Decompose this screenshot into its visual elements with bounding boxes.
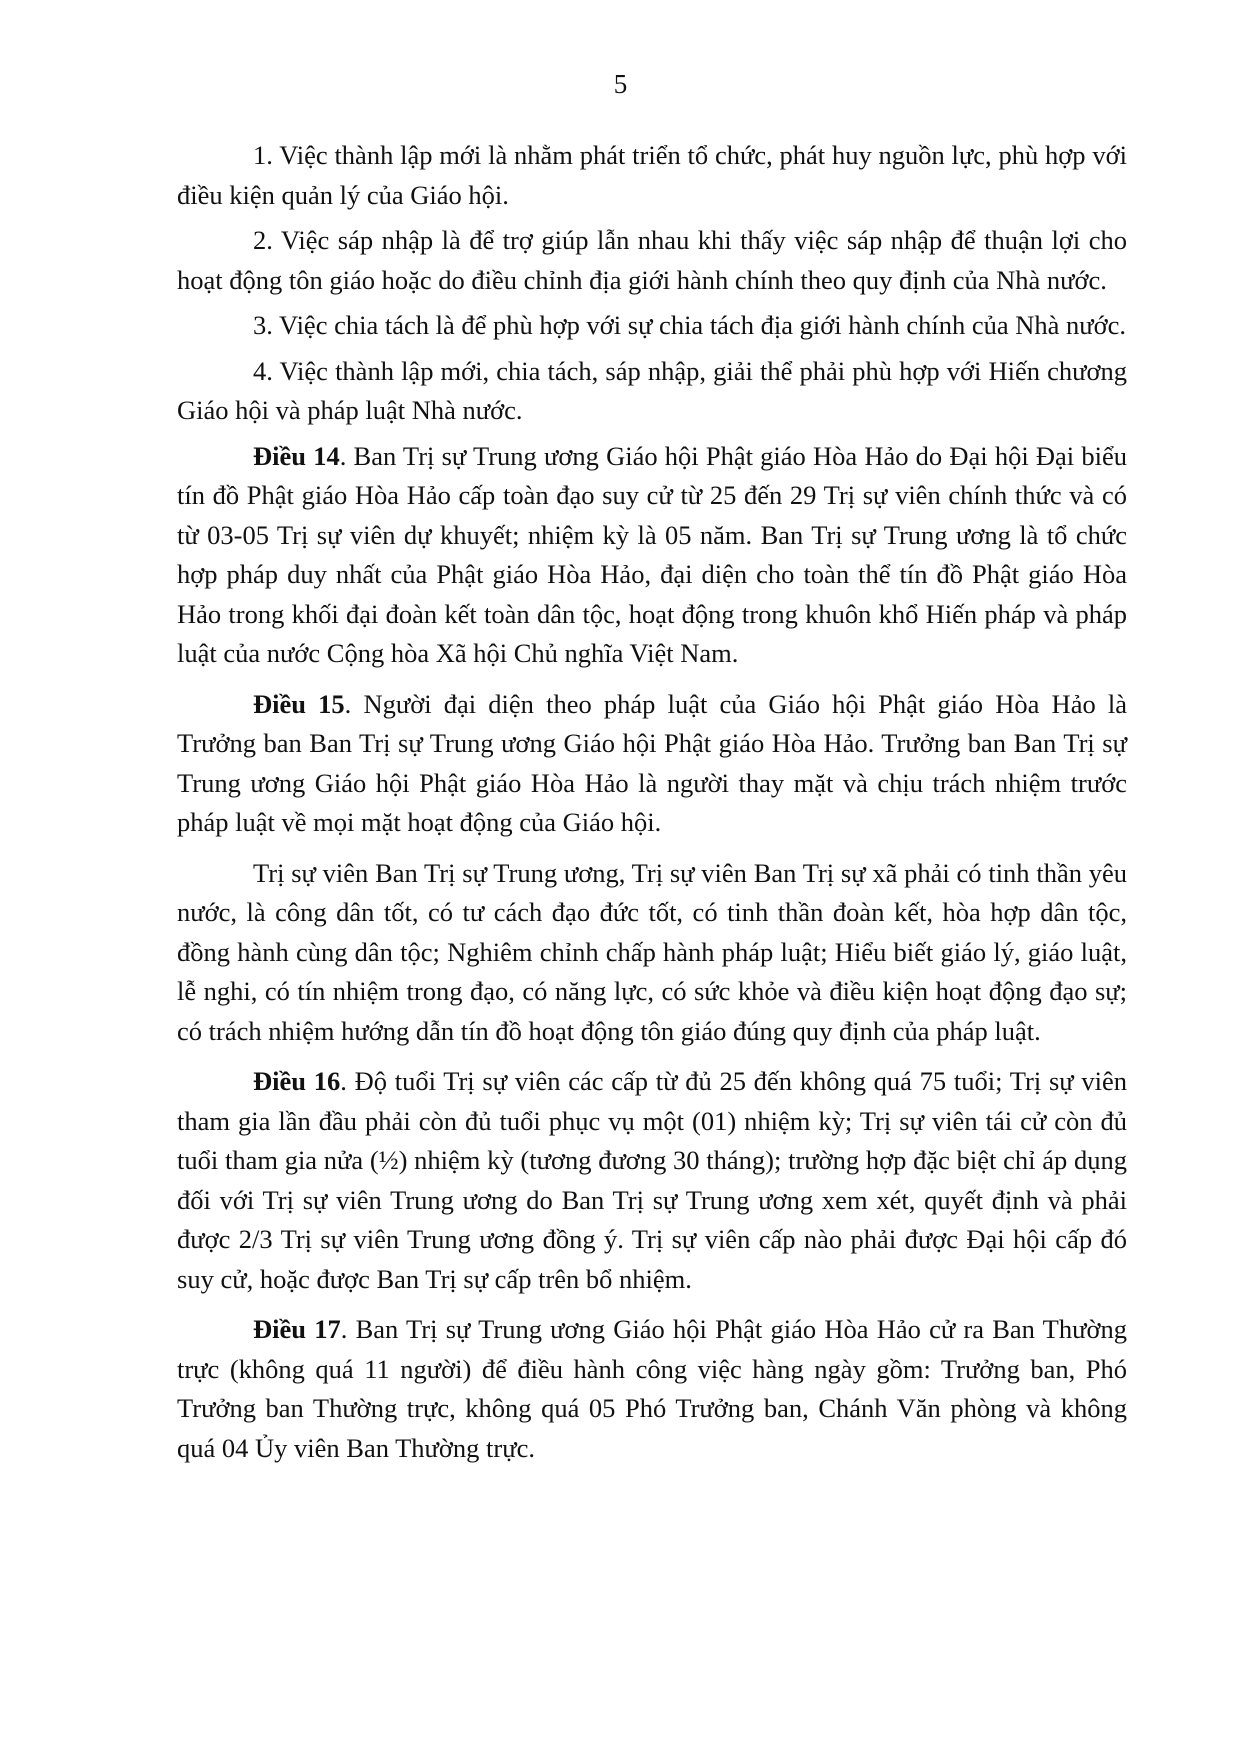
article-label: Điều 16 xyxy=(253,1066,341,1096)
article-15-paragraph-2 xyxy=(177,854,1127,1052)
paragraph-clause-1 xyxy=(177,136,1127,215)
article-15 xyxy=(177,685,1127,843)
article-text: . Ban Trị sự Trung ương Giáo hội Phật giáo Hòa Hảo do Đại hội Đại biểu tín đồ Phật giáo Hòa Hảo cấp toàn đạo suy cử từ 25 đến 29 Trị sự viên chính thức và có từ 03-05 Trị sự viên dự khuyết; nhiệm kỳ là 05 năm. Ban Trị sự Trung ương là tổ chức hợp pháp duy nhất của Phật giáo Hòa Hảo, đại diện cho toàn thể tín đồ Phật giáo Hòa Hảo trong khối đại đoàn kết toàn dân tộc, hoạt động trong khuôn khổ Hiến pháp và pháp luật của nước Cộng hòa Xã hội Chủ nghĩa Việt Nam. xyxy=(177,440,1127,668)
article-label: Điều 15 xyxy=(253,688,345,719)
paragraph-clause-4 xyxy=(177,352,1127,431)
paragraph-clause-3 xyxy=(177,306,1127,346)
paragraph-text: 2. Việc sáp nhập là để trợ giúp lẫn nhau khi thấy việc sáp nhập để thuận lợi cho hoạt động tôn giáo hoặc do điều chỉnh địa giới hành chính theo quy định của Nhà nước. xyxy=(177,225,1127,295)
paragraph-text: Trị sự viên Ban Trị sự Trung ương, Trị sự viên Ban Trị sự xã phải có tinh thần yêu nước, là công dân tốt, có tư cách đạo đức tốt, có tinh thần đoàn kết, hòa hợp dân tộc, đồng hành cùng dân tộc; Nghiêm chỉnh chấp hành pháp luật; Hiểu biết giáo lý, giáo luật, lễ nghi, có tín nhiệm trong đạo, có năng lực, có sức khỏe và điều kiện hoạt động đạo sự; có trách nhiệm hướng dẫn tín đồ hoạt động tôn giáo đúng quy định của pháp luật. xyxy=(177,857,1127,1046)
page-number: 5 xyxy=(613,69,628,99)
article-label: Điều 17 xyxy=(253,1314,341,1344)
paragraph-text: 1. Việc thành lập mới là nhằm phát triển tổ chức, phát huy nguồn lực, phù hợp với điều kiện quản lý của Giáo hội. xyxy=(177,140,1127,210)
article-text: . Độ tuổi Trị sự viên các cấp từ đủ 25 đến không quá 75 tuổi; Trị sự viên tham gia lần đầu phải còn đủ tuổi phục vụ một (01) nhiệm kỳ; Trị sự viên tái cử còn đủ tuổi tham gia nửa (½) nhiệm kỳ (tương đương 30 tháng); trường hợp đặc biệt chỉ áp dụng đối với Trị sự viên Trung ương do Ban Trị sự Trung ương xem xét, quyết định và phải được 2/3 Trị sự viên Trung ương đồng ý. Trị sự viên cấp nào phải được Đại hội cấp đó suy cử, hoặc được Ban Trị sự cấp trên bổ nhiệm. xyxy=(177,1066,1127,1294)
article-label: Điều 14 xyxy=(253,440,340,471)
article-14 xyxy=(177,437,1127,674)
article-17 xyxy=(177,1310,1127,1468)
article-text: . Người đại diện theo pháp luật của Giáo hội Phật giáo Hòa Hảo là Trưởng ban Ban Trị sự Trung ương Giáo hội Phật giáo Hòa Hảo. Trưởng ban Ban Trị sự Trung ương Giáo hội Phật giáo Hòa Hảo là người thay mặt và chịu trách nhiệm trước pháp luật về mọi mặt hoạt động của Giáo hội. xyxy=(177,688,1127,837)
article-16 xyxy=(177,1062,1127,1299)
paragraph-text: 4. Việc thành lập mới, chia tách, sáp nhập, giải thể phải phù hợp với Hiến chương Giáo hội và pháp luật Nhà nước. xyxy=(177,355,1127,425)
document-body xyxy=(177,136,1127,1479)
paragraph-clause-2 xyxy=(177,221,1127,300)
article-text: . Ban Trị sự Trung ương Giáo hội Phật giáo Hòa Hảo cử ra Ban Thường trực (không quá 11 người) để điều hành công việc hàng ngày gồm: Trưởng ban, Phó Trưởng ban Thường trực, không quá 05 Phó Trưởng ban, Chánh Văn phòng và không quá 04 Ủy viên Ban Thường trực. xyxy=(177,1314,1128,1463)
paragraph-text: 3. Việc chia tách là để phù hợp với sự chia tách địa giới hành chính của Nhà nước. xyxy=(253,310,1127,340)
